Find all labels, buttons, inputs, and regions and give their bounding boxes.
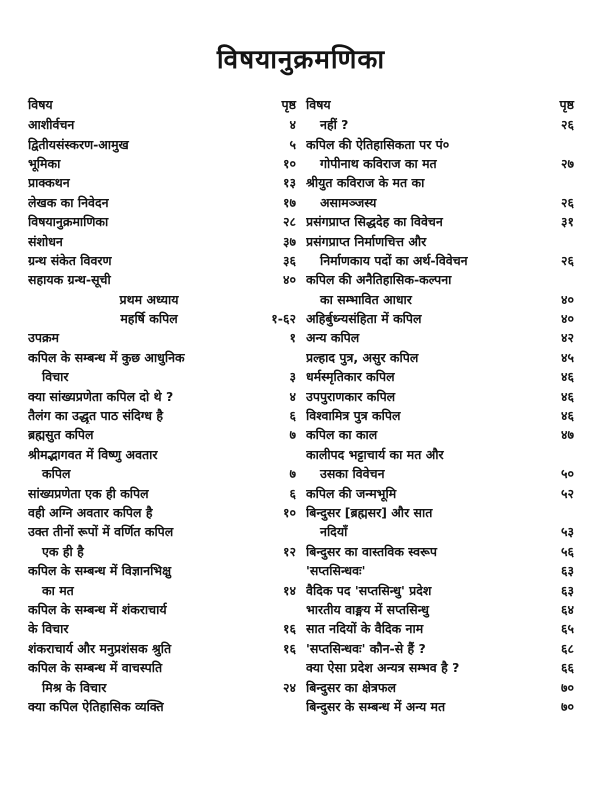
subject-heading: विषय: [306, 97, 331, 112]
toc-entry-page: ६३: [560, 582, 574, 598]
toc-entry: [28, 154, 296, 173]
toc-entry-title: निर्माणकाय पदों का अर्थ-विवेचन: [320, 252, 468, 268]
toc-entry-page: ६५: [560, 621, 574, 637]
toc-entry-title: मिश्र के विचार: [42, 679, 107, 695]
toc-columns: [28, 94, 574, 716]
toc-entry: [28, 697, 296, 716]
toc-entry-title: कपिल की जन्मभूमि: [306, 485, 397, 501]
toc-entry-title: बिन्दुसर के सम्बन्ध में अन्य मत: [306, 698, 446, 714]
toc-entry-title: एक ही है: [42, 543, 84, 559]
toc-entry-page: ७०: [560, 679, 574, 695]
toc-entry: [306, 386, 574, 405]
toc-entry-title: 'सप्तसिन्धवः': [306, 563, 366, 579]
toc-entry: [306, 425, 574, 444]
left-column: [28, 94, 296, 716]
toc-entry-title: प्राक्कथन: [28, 175, 70, 191]
toc-entry-page: ५६: [560, 543, 574, 559]
toc-entry-page: १६: [282, 621, 296, 637]
toc-entry: [28, 193, 296, 212]
toc-entry: [28, 328, 296, 347]
toc-entry-title: ग्रन्थ संकेत विवरण: [28, 252, 112, 268]
toc-entry: [28, 677, 296, 696]
left-entry-list: [28, 115, 296, 716]
toc-entry-title: प्रसंगप्राप्त सिद्धदेह का विवेचन: [306, 214, 443, 230]
toc-entry: [306, 483, 574, 502]
toc-entry-title: कालीपद भट्टाचार्य का मत और: [306, 446, 444, 462]
toc-entry: [28, 445, 296, 464]
toc-entry-title: कपिल के सम्बन्ध में वाचस्पति: [28, 660, 163, 676]
toc-entry-title: कपिल की अनैतिहासिक-कल्पना: [306, 272, 452, 288]
right-column: [306, 94, 574, 716]
toc-entry-title: बिन्दुसर का क्षेत्रफल: [306, 679, 396, 695]
toc-entry: [28, 173, 296, 192]
toc-entry: [306, 445, 574, 464]
toc-entry-page: ४५: [560, 349, 574, 365]
toc-entry: [28, 406, 296, 425]
toc-entry: [28, 522, 296, 541]
toc-entry: [306, 290, 574, 309]
toc-entry: [306, 328, 574, 347]
toc-entry: [306, 154, 574, 173]
toc-entry: [306, 697, 574, 716]
toc-entry-title: भारतीय वाङ्मय में सप्तसिन्धु: [306, 601, 429, 617]
toc-entry-page: १-६२: [271, 311, 296, 327]
toc-entry: [28, 542, 296, 561]
toc-entry-title: अहिर्बुध्न्यसंहिता में कपिल: [306, 311, 422, 327]
toc-entry: [28, 367, 296, 386]
toc-entry-title: विषयानुक्रमाणिका: [28, 214, 109, 230]
toc-entry-title: महर्षि कपिल: [120, 311, 178, 327]
toc-entry-title: श्रीयुत कविराज के मत का: [306, 175, 425, 191]
toc-entry-title: भूमिका: [28, 155, 61, 171]
toc-entry-title: आशीर्वचन: [28, 117, 75, 133]
toc-entry-title: का सम्भावित आधार: [320, 291, 412, 307]
toc-entry: [28, 561, 296, 580]
toc-entry-page: ४७: [560, 427, 574, 443]
toc-entry-page: १३: [282, 175, 296, 191]
toc-entry: [28, 425, 296, 444]
toc-entry: [28, 483, 296, 502]
toc-entry-title: कपिल: [42, 466, 71, 482]
toc-entry-title: नदियाँ: [320, 524, 348, 540]
toc-entry-page: १०: [282, 505, 296, 520]
toc-entry-page: १: [289, 330, 296, 346]
toc-entry-page: २८: [282, 214, 296, 230]
toc-entry-title: कपिल का काल: [306, 427, 378, 443]
toc-entry-title: विचार: [42, 369, 69, 385]
toc-entry-page: १७: [282, 194, 296, 210]
toc-entry-page: ५: [289, 136, 296, 152]
page-heading: पृष्ठ: [559, 97, 574, 112]
toc-entry: [306, 542, 574, 561]
toc-entry-page: २६: [560, 194, 574, 210]
toc-entry-title: संशोधन: [28, 233, 63, 249]
toc-entry-title: तैलंग का उद्धृत पाठ संदिग्ध है: [28, 408, 163, 424]
toc-entry-page: ६४: [560, 601, 574, 617]
toc-entry: [28, 658, 296, 677]
toc-entry: [28, 231, 296, 250]
toc-entry-page: २६: [560, 252, 574, 268]
toc-entry: [28, 464, 296, 483]
toc-entry-page: ५०: [560, 466, 574, 482]
toc-entry-title: के विचार: [28, 621, 69, 637]
toc-entry: [306, 251, 574, 270]
toc-entry-page: १०: [282, 155, 296, 171]
toc-entry: [306, 580, 574, 599]
toc-entry-title: सहायक ग्रन्थ-सूची: [28, 272, 111, 288]
toc-entry-title: का मत: [42, 582, 74, 598]
toc-entry: [306, 212, 574, 231]
toc-entry: [306, 677, 574, 696]
toc-entry-title: उपक्रम: [28, 330, 60, 346]
toc-entry: [306, 522, 574, 541]
toc-entry-title: विश्वामित्र पुत्र कपिल: [306, 408, 401, 424]
toc-entry: [28, 251, 296, 270]
toc-entry-title: प्रसंगप्राप्त निर्माणचित्त और: [306, 233, 427, 249]
toc-entry-title: असामञ्जस्य: [320, 194, 377, 210]
toc-entry-page: ४: [289, 117, 296, 133]
toc-entry: [306, 270, 574, 289]
toc-entry: [28, 309, 296, 328]
toc-entry-title: क्या ऐसा प्रदेश अन्यत्र सम्भव है ?: [306, 660, 460, 676]
toc-entry-page: २६: [560, 117, 574, 133]
toc-entry-title: प्रल्हाद पुत्र, असुर कपिल: [306, 349, 419, 365]
toc-entry-title: उक्त तीनों रूपों में वर्णित कपिल: [28, 524, 174, 540]
toc-entry: [306, 367, 574, 386]
right-column-header: [306, 94, 574, 115]
toc-entry-title: अन्य कपिल: [306, 330, 360, 346]
toc-entry: [306, 348, 574, 367]
right-entry-list: [306, 115, 574, 716]
toc-entry: [306, 309, 574, 328]
toc-entry-title: 'सप्तसिन्धवः' कौन-से हैं ?: [306, 640, 426, 656]
toc-entry: [306, 193, 574, 212]
toc-entry-page: ३७: [282, 233, 296, 249]
toc-entry-page: ४६: [560, 408, 574, 424]
toc-entry: [306, 134, 574, 153]
toc-entry-title: सांख्यप्रणेता एक ही कपिल: [28, 485, 149, 501]
toc-entry: [28, 134, 296, 153]
toc-entry-page: १४: [282, 582, 296, 598]
toc-entry-page: ४०: [560, 291, 574, 307]
toc-entry-page: ६: [289, 485, 296, 501]
toc-entry-title: लेखक का निवेदन: [28, 194, 109, 210]
page-title: विषयानुक्रमणिका: [216, 45, 386, 75]
subject-heading: विषय: [28, 97, 53, 112]
toc-entry: [28, 270, 296, 289]
toc-entry-page: ४६: [560, 369, 574, 385]
toc-entry-page: ५२: [560, 485, 574, 501]
toc-entry-title: शंकराचार्य और मनुप्रशंसक श्रुति: [28, 640, 172, 656]
toc-entry-page: ४०: [560, 311, 574, 327]
toc-entry-title: प्रथम अध्याय: [119, 291, 179, 307]
toc-entry-page: ३६: [282, 252, 296, 268]
toc-entry-page: ६: [289, 408, 296, 424]
toc-entry: [28, 386, 296, 405]
toc-entry-title: बिन्दुसर का वास्तविक स्वरूप: [306, 543, 437, 559]
toc-entry: [28, 503, 296, 522]
toc-entry-title: धर्मस्मृतिकार कपिल: [306, 369, 395, 385]
toc-entry-page: ७: [289, 427, 296, 443]
toc-entry-title: क्या कपिल ऐतिहासिक व्यक्ति: [28, 698, 164, 714]
toc-entry: [28, 639, 296, 658]
toc-entry-title: श्रीमद्भागवत में विष्णु अवतार: [28, 446, 158, 462]
toc-entry-page: ५३: [560, 524, 574, 540]
toc-entry-title: गोपीनाथ कविराज का मत: [320, 155, 437, 171]
toc-entry-page: ३: [289, 369, 296, 385]
toc-entry: [306, 503, 574, 522]
toc-entry-title: बिन्दुसर [ब्रह्मसर] और सात: [306, 505, 433, 520]
toc-entry-title: क्या सांख्यप्रणेता कपिल दो थे ?: [28, 388, 174, 404]
toc-entry: [306, 600, 574, 619]
toc-entry-title: कपिल की ऐतिहासिकता पर पं०: [306, 136, 450, 152]
toc-entry-page: १६: [282, 640, 296, 656]
toc-entry-title: द्वितीयसंस्करण-आमुख: [28, 136, 129, 152]
toc-entry-title: कपिल के सम्बन्ध में विज्ञानभिक्षु: [28, 563, 172, 579]
toc-entry-page: ४: [289, 388, 296, 404]
toc-entry-title: वही अग्नि अवतार कपिल है: [28, 505, 153, 520]
toc-entry-title: सात नदियों के वैदिक नाम: [306, 621, 424, 637]
page-heading: पृष्ठ: [281, 97, 296, 112]
toc-entry-page: ७: [289, 466, 296, 482]
toc-entry-page: ६३: [560, 563, 574, 579]
toc-entry-title: उसका विवेचन: [320, 466, 385, 482]
toc-entry-title: ब्रह्मसुत कपिल: [28, 427, 94, 443]
toc-entry: [306, 115, 574, 134]
toc-entry: [28, 290, 296, 309]
toc-entry: [28, 348, 296, 367]
toc-entry-title: वैदिक पद 'सप्तसिन्धु' प्रदेश: [306, 582, 432, 598]
toc-entry-title: कपिल के सम्बन्ध में शंकराचार्य: [28, 601, 167, 617]
toc-entry-title: नहीं ?: [320, 117, 349, 133]
toc-entry-page: ४६: [560, 388, 574, 404]
toc-entry: [306, 658, 574, 677]
toc-entry: [306, 561, 574, 580]
toc-entry: [306, 231, 574, 250]
toc-entry: [306, 464, 574, 483]
toc-entry-page: २७: [560, 155, 574, 171]
toc-entry: [306, 619, 574, 638]
toc-entry: [28, 600, 296, 619]
toc-entry-page: ६८: [560, 640, 574, 656]
toc-entry-page: ३१: [560, 214, 574, 230]
toc-entry-page: २४: [282, 679, 296, 695]
toc-entry-title: कपिल के सम्बन्ध में कुछ आधुनिक: [28, 349, 185, 365]
toc-entry-title: उपपुराणकार कपिल: [306, 388, 396, 404]
left-column-header: [28, 94, 296, 115]
toc-entry: [28, 115, 296, 134]
toc-entry: [28, 212, 296, 231]
toc-entry: [306, 173, 574, 192]
toc-entry-page: ६६: [560, 660, 574, 676]
toc-entry: [28, 580, 296, 599]
toc-entry-page: ४०: [282, 272, 296, 288]
toc-entry-page: ४२: [560, 330, 574, 346]
toc-entry: [306, 639, 574, 658]
toc-entry: [306, 406, 574, 425]
toc-entry: [28, 619, 296, 638]
toc-entry-page: ७०: [560, 698, 574, 714]
toc-entry-page: १२: [282, 543, 296, 559]
